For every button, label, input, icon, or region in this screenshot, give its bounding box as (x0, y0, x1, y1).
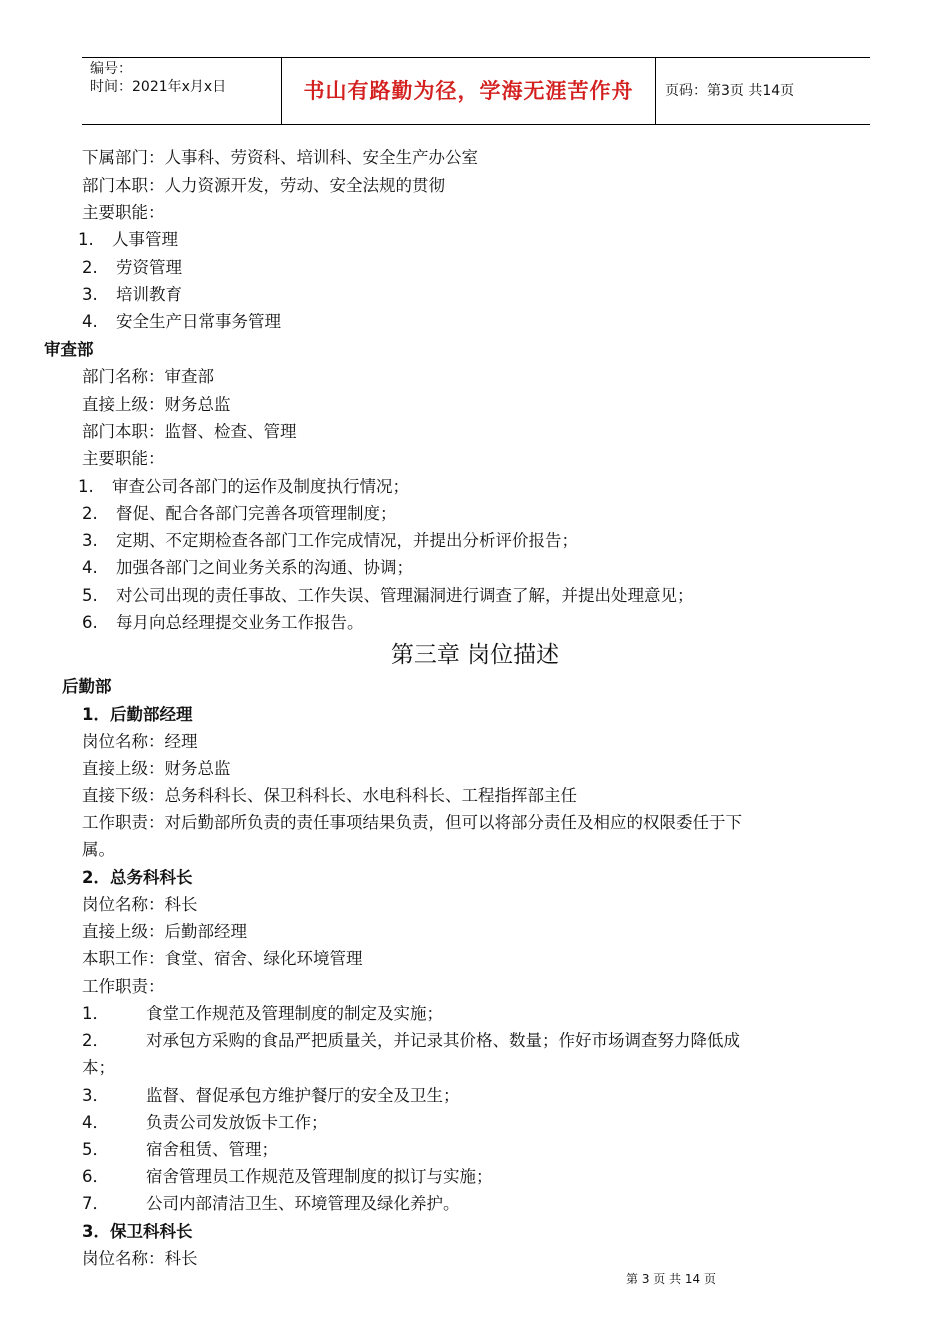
list-item: 1． 食堂工作规范及管理制度的制定及实施； (82, 1004, 443, 1023)
audit-name: 部门名称：审查部 (82, 367, 214, 386)
audit-main-duties: 主要职能： (82, 449, 165, 468)
page-footer: 第 3 页 共 14 页 (626, 1272, 716, 1286)
ga-superior: 直接上级：后勤部经理 (82, 922, 247, 941)
list-item: 本； (82, 1058, 115, 1077)
list-item: 3. 定期、不定期检查各部门工作完成情况，并提出分析评价报告； (82, 531, 578, 550)
header-page-info: 页码：第3页 共14页 (665, 83, 795, 99)
hr-main-duties: 主要职能： (82, 203, 165, 222)
manager-title: 1．后勤部经理 (82, 705, 193, 724)
list-item: 3． 监督、督促承包方维护餐厅的安全及卫生； (82, 1086, 460, 1105)
manager-duty: 工作职责：对后勤部所负责的责任事项结果负责，但可以将部分责任及相应的权限委任于下 (82, 813, 742, 832)
header-table (82, 57, 870, 125)
list-item: 2. 督促、配合各部门完善各项管理制度； (82, 504, 397, 523)
hr-sub-depts: 下属部门：人事科、劳资科、培训科、安全生产办公室 (82, 148, 478, 167)
list-item: 4. 安全生产日常事务管理 (82, 312, 281, 331)
list-item: 1. 人事管理 (78, 230, 178, 249)
list-item: 2． 对承包方采购的食品严把质量关，并记录其价格、数量；作好市场调查努力降低成 (82, 1031, 740, 1050)
manager-post: 岗位名称：经理 (82, 732, 198, 751)
list-item: 7． 公司内部清洁卫生、环境管理及绿化养护。 (82, 1194, 460, 1213)
manager-duty-cont: 属。 (82, 840, 115, 859)
list-item: 2. 劳资管理 (82, 258, 182, 277)
list-item: 5． 宿舍租赁、管理； (82, 1140, 278, 1159)
header-meta (82, 58, 282, 124)
ga-post: 岗位名称：科长 (82, 895, 198, 914)
ga-job: 本职工作：食堂、宿舍、绿化环境管理 (82, 949, 363, 968)
number-label: 编号： (90, 61, 132, 77)
security-title: 3．保卫科科长 (82, 1222, 193, 1241)
logistics-title: 后勤部 (62, 677, 112, 696)
list-item: 3. 培训教育 (82, 285, 182, 304)
manager-superior: 直接上级：财务总监 (82, 759, 231, 778)
list-item: 1. 审查公司各部门的运作及制度执行情况； (78, 477, 409, 496)
time-label: 时间：2021年x月x日 (90, 79, 227, 95)
hr-duty: 部门本职：人力资源开发，劳动、安全法规的贯彻 (82, 176, 445, 195)
list-item: 6. 每月向总经理提交业务工作报告。 (82, 613, 364, 632)
list-item: 4． 负责公司发放饭卡工作； (82, 1113, 328, 1132)
chapter-title: 第三章 岗位描述 (390, 642, 560, 668)
header-motto: 书山有路勤为径，学海无涯苦作舟 (282, 58, 656, 124)
list-item: 6． 宿舍管理员工作规范及管理制度的拟订与实施； (82, 1167, 493, 1186)
list-item: 5. 对公司出现的责任事故、工作失误、管理漏洞进行调查了解，并提出处理意见； (82, 586, 694, 605)
audit-title: 审查部 (44, 340, 94, 359)
audit-superior: 直接上级：财务总监 (82, 395, 231, 414)
security-post: 岗位名称：科长 (82, 1249, 198, 1268)
ga-duties-label: 工作职责： (82, 977, 165, 996)
list-item: 4. 加强各部门之间业务关系的沟通、协调； (82, 558, 413, 577)
ga-title: 2．总务科科长 (82, 868, 193, 887)
manager-subordinate: 直接下级：总务科科长、保卫科科长、水电科科长、工程指挥部主任 (82, 786, 577, 805)
audit-duty: 部门本职：监督、检查、管理 (82, 422, 297, 441)
